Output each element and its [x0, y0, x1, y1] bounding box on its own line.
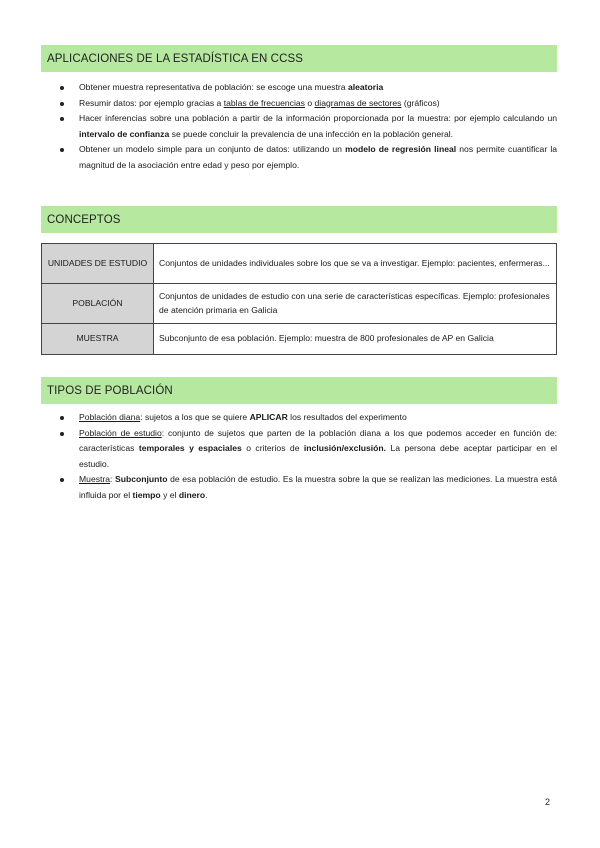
applications-list	[41, 80, 557, 173]
concept-definition: Subconjunto de esa población. Ejemplo: muestra de 800 profesionales de AP en Galicia	[154, 324, 557, 355]
concept-definition: Conjuntos de unidades de estudio con una serie de características específicas. Ejemplo: profesionales de atención primaria en Galicia	[154, 284, 557, 324]
bullet-icon	[60, 478, 64, 482]
page-number: 2	[545, 797, 551, 807]
list-item: Hacer inferencias sobre una población a partir de la información proporcionada por la muestra: por ejemplo calculando un intervalo de confianza se puede concluir la prevalencia de una infección en la población general.	[41, 111, 557, 142]
section-header-applications	[41, 45, 557, 72]
population-types-list	[41, 410, 557, 503]
table-row	[42, 244, 557, 284]
section-title: CONCEPTOS	[47, 213, 121, 226]
list-item: Obtener un modelo simple para un conjunto de datos: utilizando un modelo de regresión lineal nos permite cuantificar la magnitud de la asociación entre edad y peso por ejemplo.	[41, 142, 557, 173]
section-title: TIPOS DE POBLACIÓN	[47, 384, 173, 397]
concept-term: POBLACIÓN	[42, 284, 154, 324]
table-row	[42, 324, 557, 355]
list-item: Población de estudio: conjunto de sujetos que parten de la población diana a los que podemos acceder en función de: características temporales y espaciales o criterios de inclusión/exclusión. La persona debe aceptar participar en el estudio.	[41, 426, 557, 473]
list-item: Población diana: sujetos a los que se quiere APLICAR los resultados del experimento	[41, 410, 557, 426]
concept-term: MUESTRA	[42, 324, 154, 355]
bullet-icon	[60, 102, 64, 106]
list-item: Obtener muestra representativa de población: se escoge una muestra aleatoria	[41, 80, 557, 96]
table-row	[42, 284, 557, 324]
bullet-icon	[60, 117, 64, 121]
bullet-icon	[60, 148, 64, 152]
bullet-icon	[60, 86, 64, 90]
bullet-icon	[60, 432, 64, 436]
bullet-icon	[60, 416, 64, 420]
section-header-population-types	[41, 377, 557, 404]
concept-term: UNIDADES DE ESTUDIO	[42, 244, 154, 284]
concepts-table	[41, 243, 557, 355]
concept-definition: Conjuntos de unidades individuales sobre los que se va a investigar. Ejemplo: pacientes, enfermeras...	[154, 244, 557, 284]
list-item: Resumir datos: por ejemplo gracias a tablas de frecuencias o diagramas de sectores (gráficos)	[41, 96, 557, 112]
section-title: APLICACIONES DE LA ESTADÍSTICA EN CCSS	[47, 52, 304, 65]
section-header-concepts	[41, 206, 557, 233]
list-item: Muestra: Subconjunto de esa población de estudio. Es la muestra sobre la que se realizan las mediciones. La muestra está influida por el tiempo y el dinero.	[41, 472, 557, 503]
